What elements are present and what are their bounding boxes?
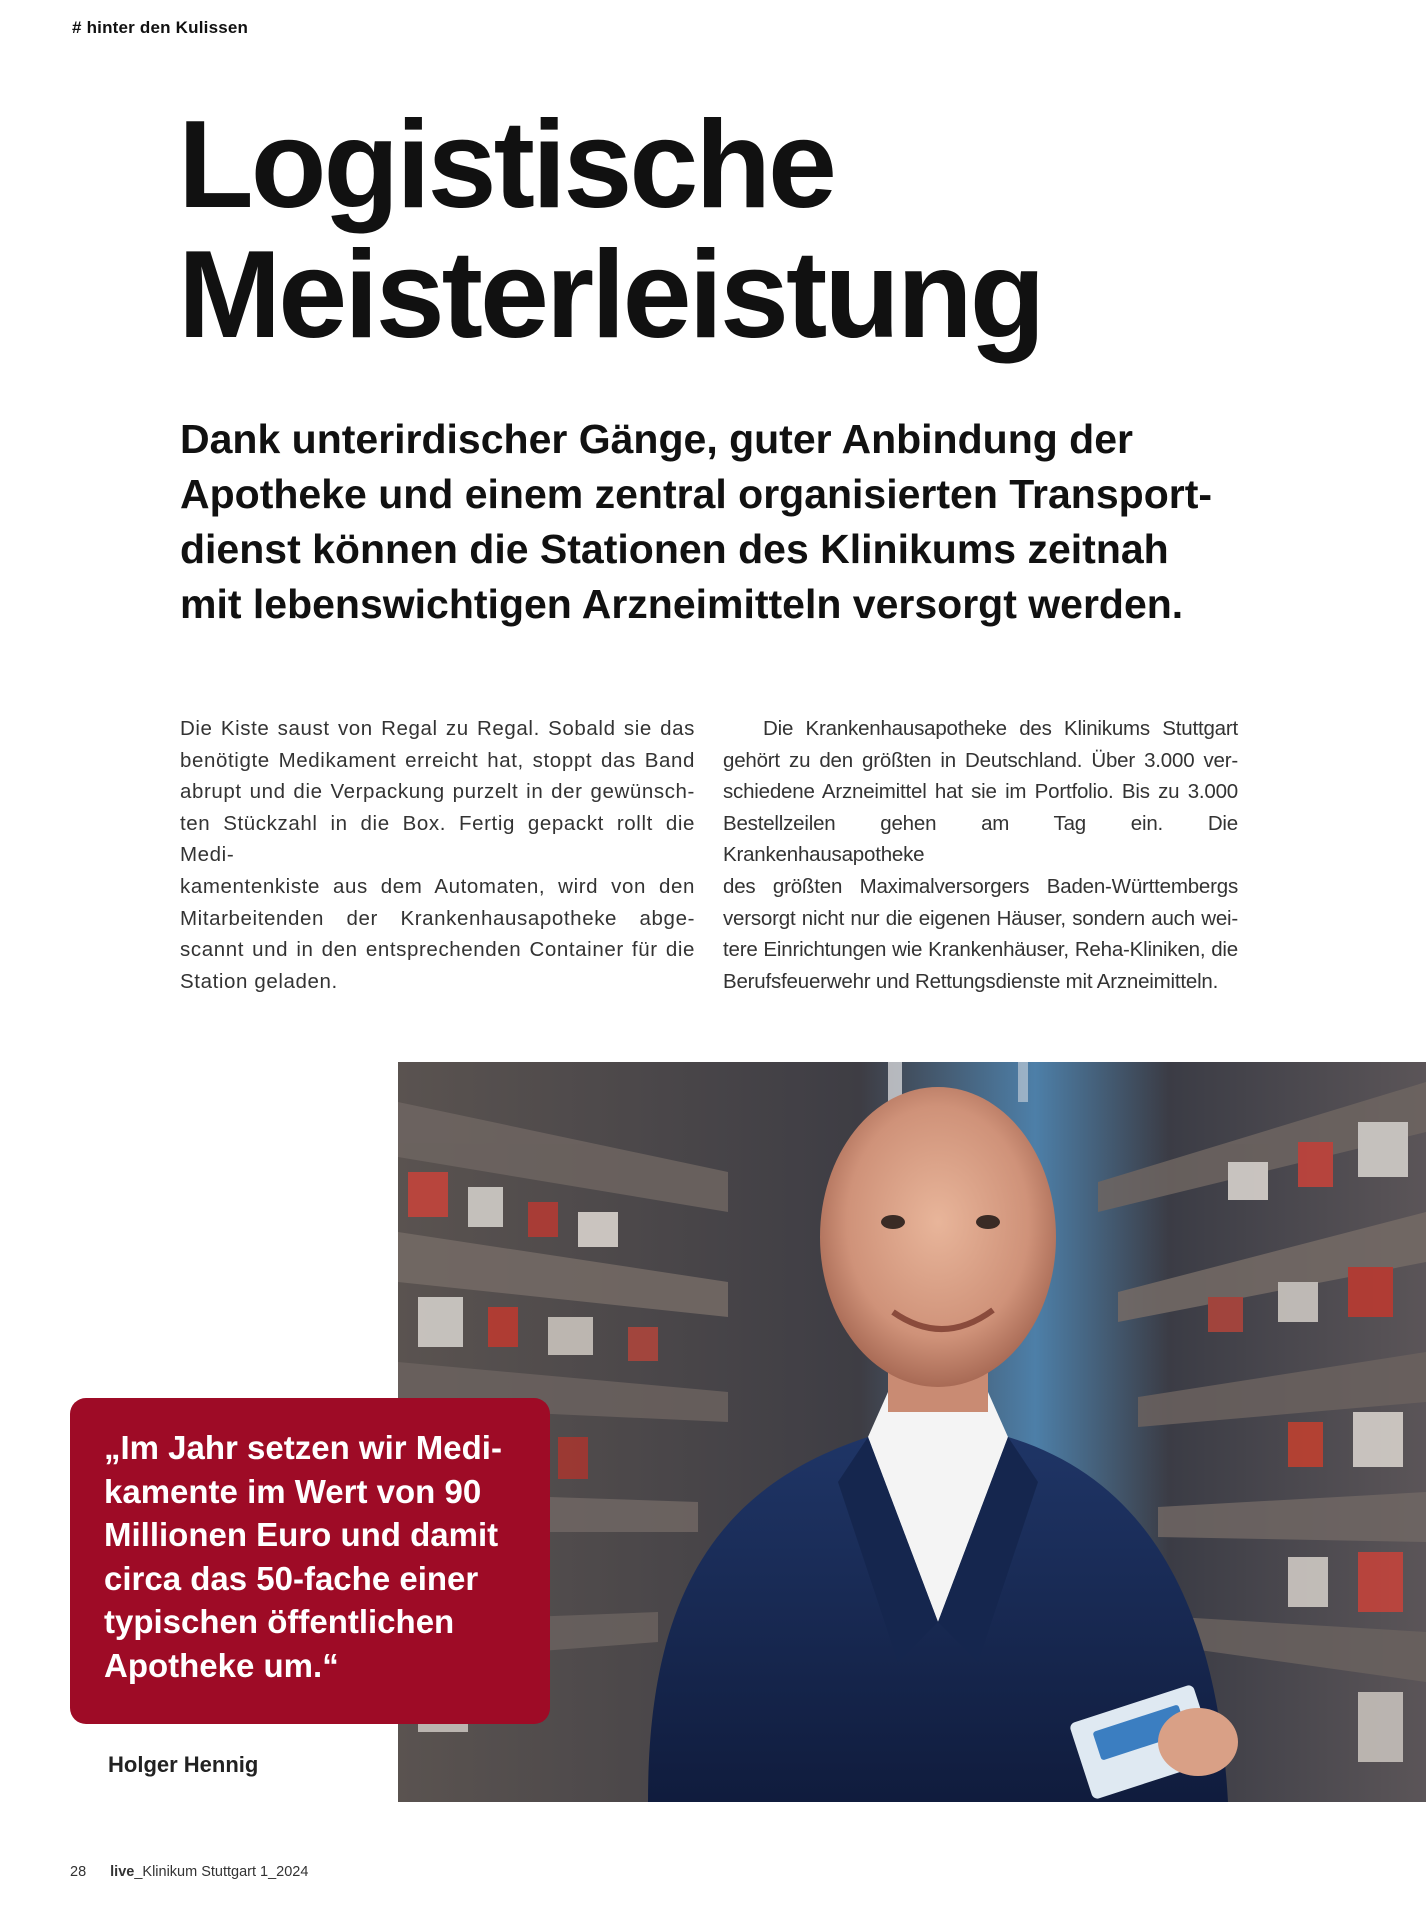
quote-line: „Im Jahr setzen wir Medi- bbox=[104, 1429, 502, 1466]
lead-line: dienst können die Stationen des Klinikums zeitnah bbox=[180, 526, 1169, 572]
body-line: kamentenkiste aus dem Automaten, wird von den bbox=[180, 874, 695, 898]
body-line: benötigte Medikament erreicht hat, stoppt das Band bbox=[180, 748, 695, 772]
lead-line: mit lebenswichtigen Arzneimitteln versorgt werden. bbox=[180, 581, 1184, 627]
pull-quote bbox=[70, 1398, 550, 1724]
body-line: Berufsfeuerwehr und Rettungsdienste mit Arzneimitteln. bbox=[723, 969, 1219, 993]
body-line: scannt und in den entsprechenden Container für die bbox=[180, 938, 695, 962]
body-line: schiedene Arzneimittel hat sie im Portfolio. Bis zu 3.000 bbox=[723, 780, 1238, 804]
body-line: Mitarbeitenden der Krankenhausapotheke abge- bbox=[180, 906, 695, 930]
section-tag: # hinter den Kulissen bbox=[72, 18, 249, 37]
headline bbox=[178, 96, 1278, 364]
quote-line: kamente im Wert von 90 bbox=[104, 1472, 482, 1510]
headline-line: Meisterleistung bbox=[178, 226, 1043, 364]
body-line: versorgt nicht nur die eigenen Häuser, sondern auch wei- bbox=[723, 906, 1238, 930]
body-line: ten Stückzahl in die Box. Fertig gepackt rollt die Medi- bbox=[180, 811, 695, 867]
pull-quote-text bbox=[104, 1426, 520, 1687]
lead-line: Apotheke und einem zentral organisierten Transport- bbox=[180, 471, 1213, 517]
body-line: Station geladen. bbox=[180, 969, 338, 993]
body-column-right bbox=[723, 713, 1238, 997]
portrait-photo-icon bbox=[398, 1062, 1426, 1802]
quote-line: Apotheke um.“ bbox=[104, 1646, 339, 1684]
portrait-photo bbox=[398, 1062, 1426, 1802]
page-number: 28 bbox=[70, 1864, 87, 1880]
footer-publication: _Klinikum Stuttgart 1_2024 bbox=[134, 1864, 309, 1880]
quote-line: typischen öffentlichen bbox=[104, 1603, 455, 1640]
body-column-left bbox=[180, 713, 695, 997]
headline-line: Logistische bbox=[178, 96, 835, 234]
body-line: Bestellzeilen gehen am Tag ein. Die Krankenhausapotheke bbox=[723, 811, 1238, 867]
body-line: abrupt und die Verpackung purzelt in der gewünsch- bbox=[180, 780, 695, 804]
quote-author: Holger Hennig bbox=[108, 1752, 259, 1777]
footer-brand: live bbox=[110, 1864, 135, 1880]
page-footer bbox=[70, 1864, 308, 1880]
lead-line: Dank unterirdischer Gänge, guter Anbindung der bbox=[180, 416, 1133, 462]
body-line: gehört zu den größten in Deutschland. Über 3.000 ver- bbox=[723, 748, 1238, 772]
body-line: Die Krankenhausapotheke des Klinikums Stuttgart bbox=[763, 717, 1238, 740]
lead-paragraph bbox=[180, 412, 1260, 632]
body-line: Die Kiste saust von Regal zu Regal. Sobald sie das bbox=[180, 717, 695, 740]
quote-line: circa das 50-fache einer bbox=[104, 1559, 479, 1597]
body-line: tere Einrichtungen wie Krankenhäuser, Reha-Kliniken, die bbox=[723, 938, 1238, 962]
body-line: des größten Maximalversorgers Baden-Württembergs bbox=[723, 874, 1238, 898]
quote-line: Millionen Euro und damit bbox=[104, 1516, 499, 1553]
